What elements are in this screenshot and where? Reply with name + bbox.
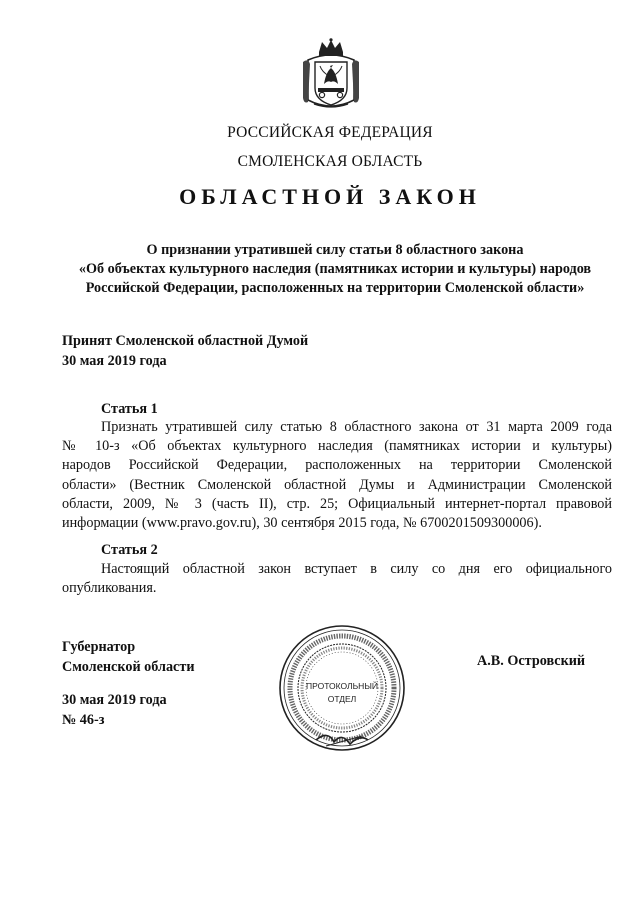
article-1-line: Признать утратившей силу статью 8 областного закона от 31 марта 2009 года [101,419,612,435]
signing-date: 30 мая 2019 года [62,692,167,708]
article-2-line: Настоящий областной закон вступает в силу со дня его официального [101,561,612,577]
article-1-line: области, 2009, № 3 (часть II), стр. 25; Официальный интернет-портал правовой [62,495,612,512]
country-heading: РОССИЙСКАЯ ФЕДЕРАЦИЯ [227,124,433,141]
article-1-line: № 10-з «Об объектах культурного наследия (памятниках истории и культуры) [62,438,612,455]
law-title [55,241,615,298]
signer-name: А.В. Островский [477,653,586,669]
law-title-line: О признании утратившей силу статьи 8 областного закона [146,242,524,258]
article-2-body [62,560,612,598]
law-title-line: «Об объектах культурного наследия (памятниках истории и культуры) народов [78,261,592,277]
document-type-title: ОБЛАСТНОЙ ЗАКОН [179,184,481,209]
governor-title: Губернатор [62,639,136,655]
adopted-by: Принят Смоленской областной Думой [62,333,309,349]
stamp-line-1: ПРОТОКОЛЬНЫЙ [306,681,378,691]
region-heading: СМОЛЕНСКАЯ ОБЛАСТЬ [237,153,423,170]
article-1-heading: Статья 1 [101,401,158,417]
article-1-line: области» (Вестник Смоленской областной Думы и Администрации Смоленской [62,476,612,493]
law-number: № 46-з [62,712,105,728]
article-1-line: информации (www.pravo.gov.ru), 30 сентября 2015 года, № 6700201509300006). [62,514,542,531]
stamp-line-2: ОТДЕЛ [327,694,357,704]
article-2-heading: Статья 2 [101,542,158,558]
article-1-body [62,418,612,533]
coat-of-arms-emblem [300,38,362,110]
governor-region: Смоленской области [62,659,195,675]
law-title-line: Российской Федерации, расположенных на территории Смоленской области» [85,280,585,296]
official-stamp [276,622,408,754]
governor-block [62,637,195,677]
adoption-info [62,331,308,371]
article-1-line: народов Российской Федерации, расположенных на территории Смоленской [62,457,612,474]
signing-info [62,690,167,730]
adoption-date: 30 мая 2019 года [62,353,167,369]
article-2-line: опубликования. [62,580,157,597]
